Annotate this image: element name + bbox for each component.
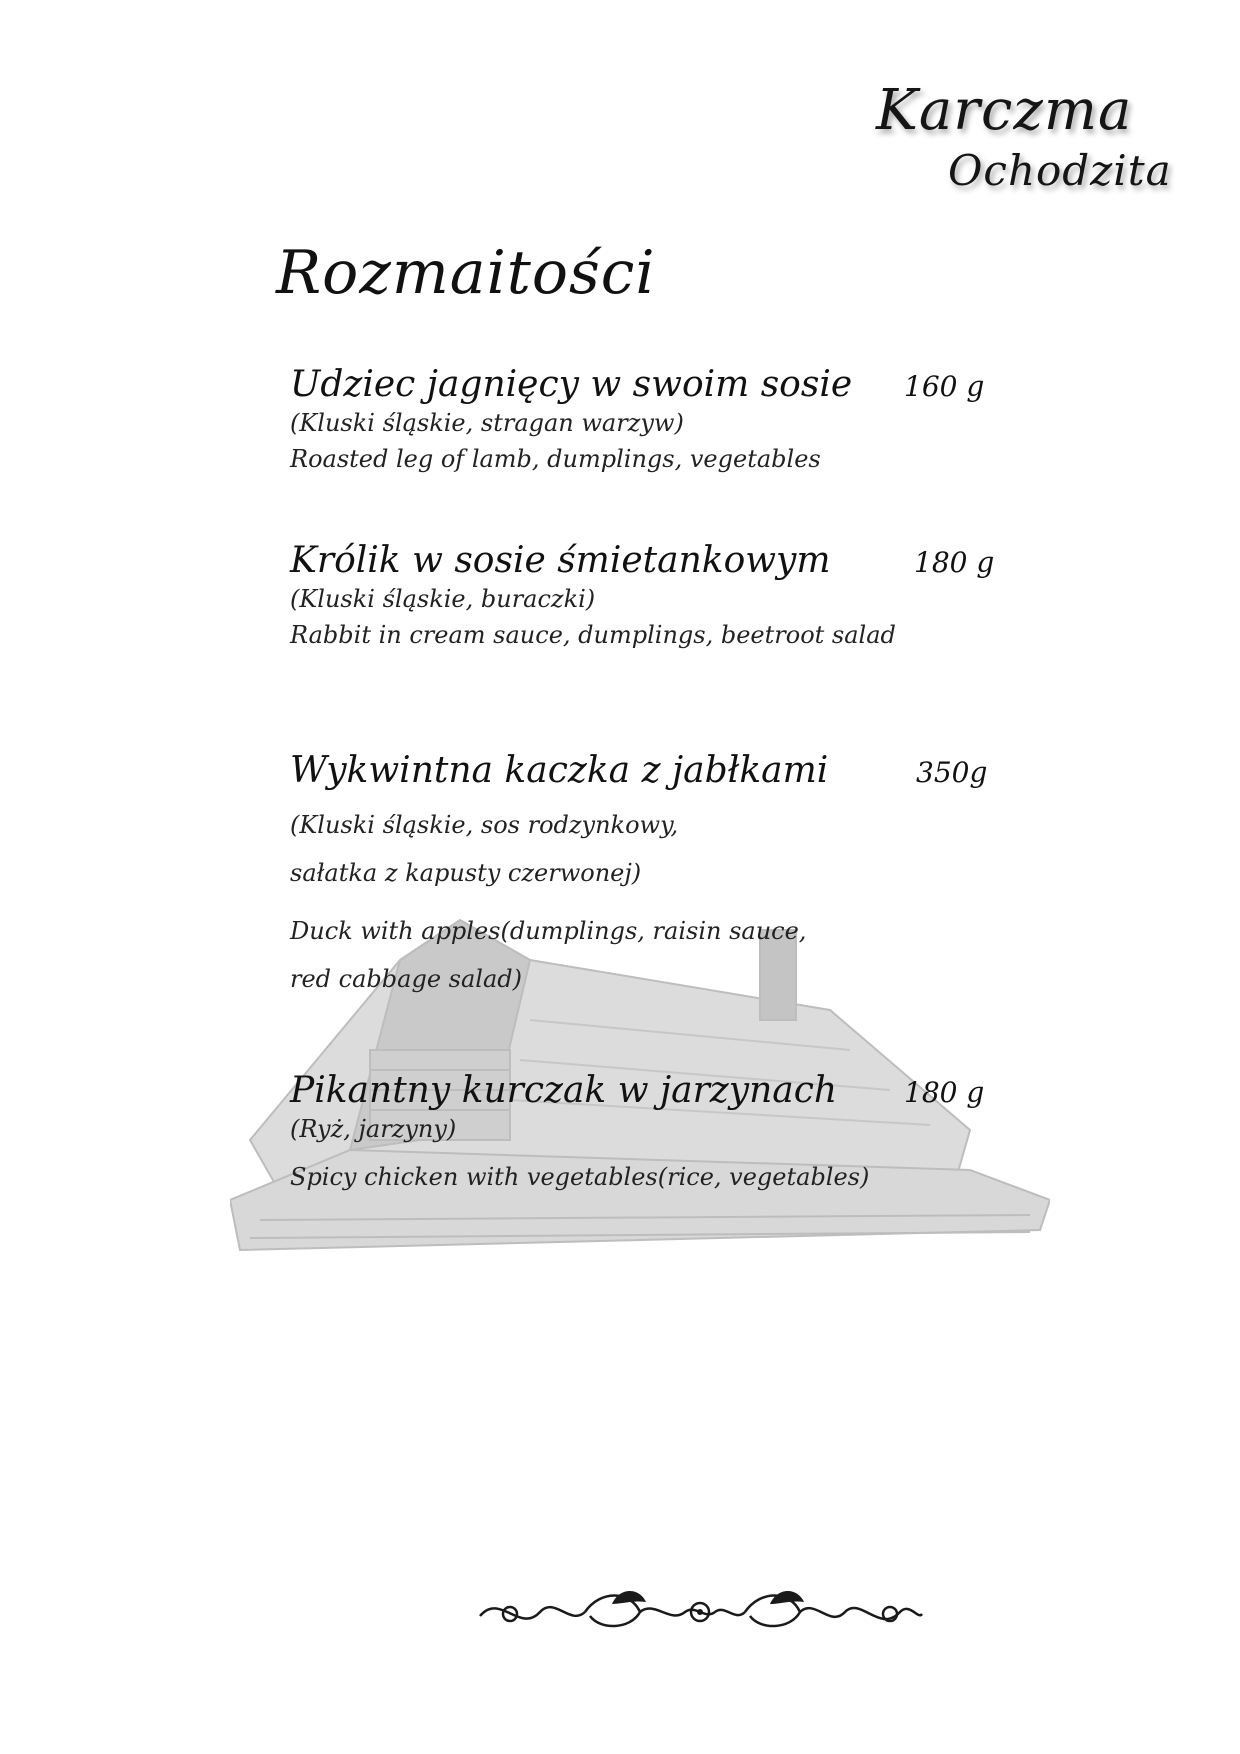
menu-item-weight: 160 g [904, 370, 985, 403]
menu-item-description: (Kluski śląskie, buraczki) [290, 585, 596, 613]
menu-item-lamb [290, 364, 990, 477]
menu-item-description: Rabbit in cream sauce, dumplings, beetroot salad [290, 621, 896, 649]
menu-item-description: Spicy chicken with vegetables(rice, vegetables) [290, 1163, 870, 1191]
ornament-divider-icon [470, 1582, 930, 1642]
menu-item-weight: 180 g [904, 1076, 985, 1109]
menu-item-description: (Ryż, jarzyny) [290, 1115, 457, 1143]
logo-line-1: Karczma [876, 78, 1133, 143]
restaurant-logo [866, 58, 1176, 218]
menu-item-weight: 350g [916, 756, 988, 789]
menu-item-name: Wykwintna kaczka z jabłkami [290, 750, 829, 791]
menu-item-weight: 180 g [914, 546, 995, 579]
menu-item-chicken [290, 1070, 990, 1195]
menu-item-description: red cabbage salad) [290, 965, 522, 993]
menu-item-description: (Kluski śląskie, sos rodzynkowy, [290, 811, 679, 839]
menu-item-name: Udziec jagnięcy w swoim sosie [290, 364, 853, 405]
menu-item-description: sałatka z kapusty czerwonej) [290, 859, 642, 887]
menu-item-description: Duck with apples(dumplings, raisin sauce, [290, 917, 807, 945]
menu-item-description: (Kluski śląskie, stragan warzyw) [290, 409, 684, 437]
menu-item-description: Roasted leg of lamb, dumplings, vegetables [290, 445, 821, 473]
logo-line-2: Ochodzita [948, 146, 1172, 195]
menu-item-rabbit [290, 540, 995, 653]
menu-item-duck [290, 750, 990, 1003]
menu-item-name: Pikantny kurczak w jarzynach [290, 1070, 838, 1111]
section-title: Rozmaitości [276, 238, 656, 308]
menu-item-name: Królik w sosie śmietankowym [290, 540, 831, 581]
